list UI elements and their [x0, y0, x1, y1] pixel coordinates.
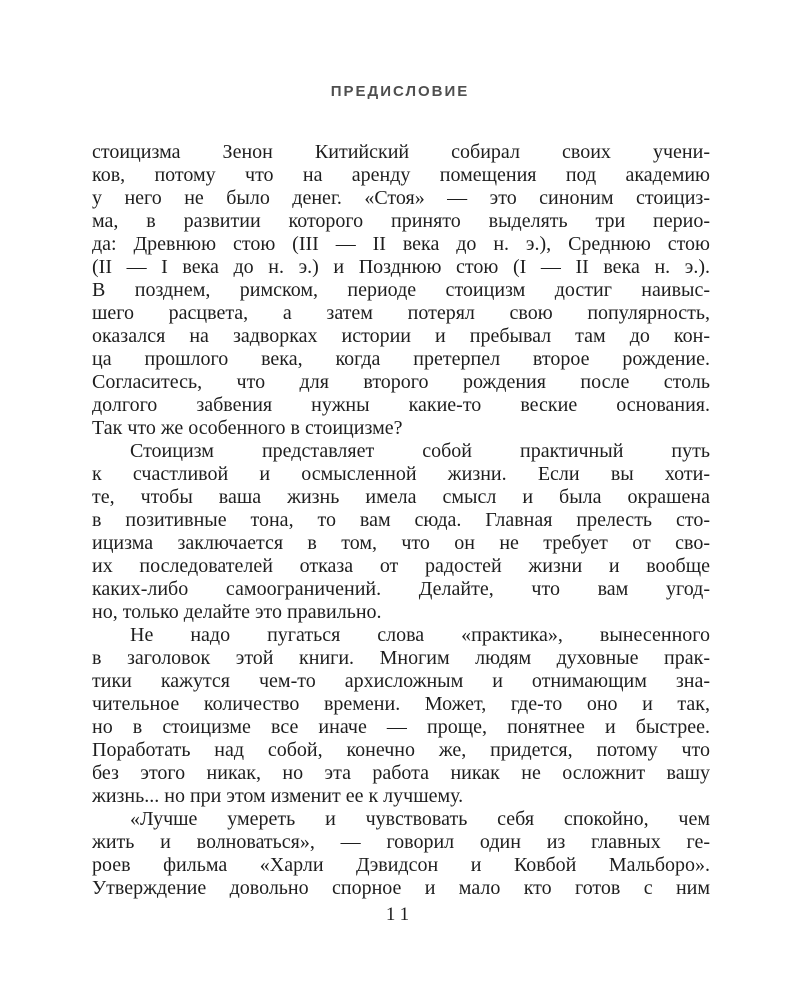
text-line: Согласитесь, что для второго рождения после столь	[92, 371, 710, 393]
text-line: чительное количество времени. Может, где-то оно и так,	[92, 693, 710, 715]
text-line: роев фильма «Харли Дэвидсон и Ковбой Мальборо».	[92, 854, 710, 876]
text-line: шего расцвета, а затем потерял свою популярность,	[92, 302, 710, 324]
text-line: Так что же особенного в стоицизме?	[92, 417, 403, 439]
text-line: «Лучше умереть и чувствовать себя спокойно, чем	[130, 808, 710, 830]
text-line: (II — I века до н. э.) и Позднюю стою (I — II века н. э.).	[92, 256, 710, 278]
text-line: жить и волноваться», — говорил один из главных ге-	[92, 831, 710, 853]
text-line: ицизма заключается в том, что он не требует от сво-	[92, 532, 710, 554]
text-line: да: Древнюю стою (III — II века до н. э.), Среднюю стою	[92, 233, 710, 255]
text-line: без этого никак, но эта работа никак не осложнит вашу	[92, 762, 710, 784]
body-text-block	[92, 141, 710, 900]
text-line: оказался на задворках истории и пребывал там до кон-	[92, 325, 710, 347]
text-line: ма, в развитии которого принято выделять три перио-	[92, 210, 710, 232]
page-number: 11	[385, 904, 415, 925]
paragraph	[92, 141, 710, 440]
paragraph	[92, 624, 710, 808]
text-line: но в стоицизме все иначе — проще, понятнее и быстрее.	[92, 716, 710, 738]
text-line: ца прошлого века, когда претерпел второе рождение.	[92, 348, 710, 370]
text-line: каких-либо самоограничений. Делайте, что вам угод-	[92, 578, 710, 600]
text-line: те, чтобы ваша жизнь имела смысл и была окрашена	[92, 486, 710, 508]
text-line: Поработать над собой, конечно же, придется, потому что	[92, 739, 710, 761]
text-line: к счастливой и осмысленной жизни. Если вы хоти-	[92, 463, 710, 485]
text-line: их последователей отказа от радостей жизни и вообще	[92, 555, 710, 577]
running-head: ПРЕДИСЛОВИЕ	[330, 83, 470, 100]
text-line: у него не было денег. «Стоя» — это синоним стоициз-	[92, 187, 710, 209]
text-line: ков, потому что на аренду помещения под академию	[92, 164, 710, 186]
text-line: стоицизма Зенон Китийский собирал своих учени-	[92, 141, 710, 163]
text-line: Утверждение довольно спорное и мало кто готов с ним	[92, 877, 710, 899]
paragraph	[92, 808, 710, 900]
text-line: жизнь... но при этом изменит ее к лучшему.	[92, 785, 464, 807]
text-line: но, только делайте это правильно.	[92, 601, 382, 623]
text-line: В позднем, римском, периоде стоицизм достиг наивыс-	[92, 279, 710, 301]
paragraph	[92, 440, 710, 624]
text-line: в заголовок этой книги. Многим людям духовные прак-	[92, 647, 710, 669]
text-line: Стоицизм представляет собой практичный путь	[130, 440, 710, 462]
text-line: долгого забвения нужны какие-то веские основания.	[92, 394, 710, 416]
text-line: Не надо пугаться слова «практика», вынесенного	[130, 624, 710, 646]
text-line: тики кажутся чем-то архисложным и отнимающим зна-	[92, 670, 710, 692]
text-line: в позитивные тона, то вам сюда. Главная прелесть сто-	[92, 509, 710, 531]
